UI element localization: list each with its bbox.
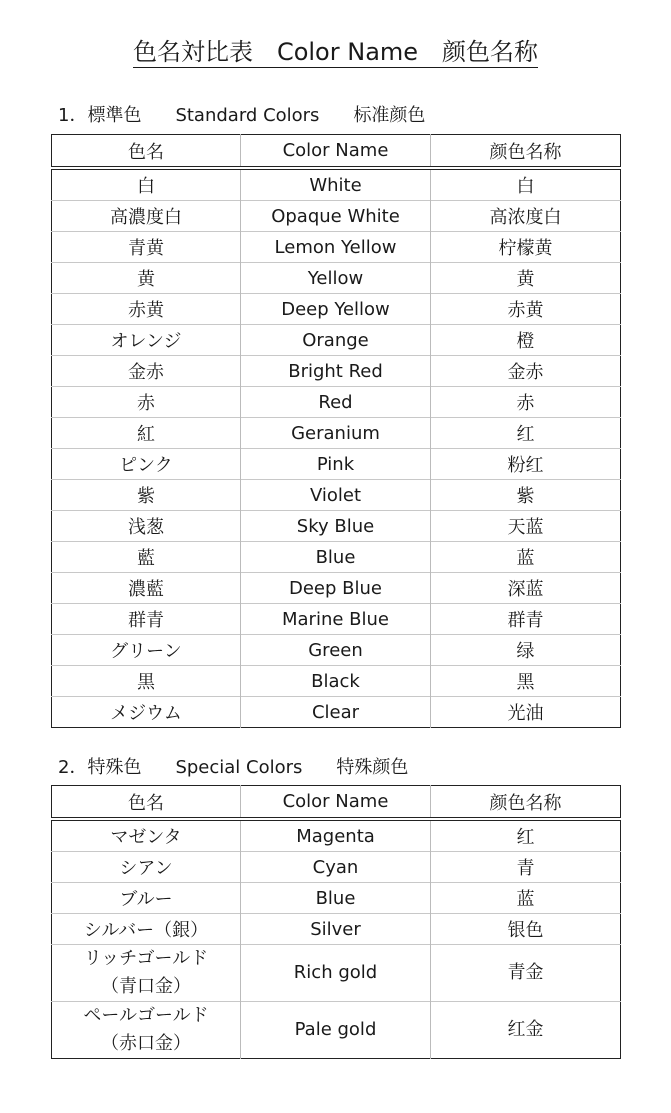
cell-en: Opaque White: [241, 201, 431, 232]
header-cn: 颜色名称: [431, 135, 621, 169]
table-header-row: [52, 135, 621, 169]
cell-en: Marine Blue: [241, 604, 431, 635]
cell-ja: 青黄: [52, 232, 241, 263]
table-row: [52, 201, 621, 232]
cell-ja: シアン: [52, 852, 241, 883]
cell-en: Cyan: [241, 852, 431, 883]
section-heading-special: [58, 756, 408, 780]
cell-cn: 赤: [431, 387, 621, 418]
cell-ja: 紫: [52, 480, 241, 511]
cell-en: Magenta: [241, 819, 431, 852]
table-row: [52, 449, 621, 480]
table-row: [52, 883, 621, 914]
table-row: [52, 387, 621, 418]
table-row: [52, 635, 621, 666]
cell-cn: 红: [431, 418, 621, 449]
cell-cn: 蓝: [431, 542, 621, 573]
table-row: [52, 914, 621, 945]
cell-ja: 赤: [52, 387, 241, 418]
cell-ja: 紅: [52, 418, 241, 449]
cell-ja: グリーン: [52, 635, 241, 666]
cell-en: White: [241, 168, 431, 201]
cell-ja: 黄: [52, 263, 241, 294]
section-number: 2．特殊色: [58, 757, 142, 778]
cell-en: Black: [241, 666, 431, 697]
cell-ja: メジウム: [52, 697, 241, 728]
header-en: Color Name: [241, 786, 431, 820]
header-ja: 色名: [52, 135, 241, 169]
table-row: [52, 511, 621, 542]
cell-ja: シルバー（銀）: [52, 914, 241, 945]
cell-en: Deep Blue: [241, 573, 431, 604]
cell-ja: オレンジ: [52, 325, 241, 356]
cell-en: Green: [241, 635, 431, 666]
cell-en: Geranium: [241, 418, 431, 449]
table-row: [52, 232, 621, 263]
cell-en: Violet: [241, 480, 431, 511]
table-row: [52, 852, 621, 883]
table-row: [52, 325, 621, 356]
cell-cn: 光油: [431, 697, 621, 728]
cell-ja-line1: リッチゴールド: [83, 948, 209, 969]
cell-ja: マゼンタ: [52, 819, 241, 852]
cell-ja: 白: [52, 168, 241, 201]
cell-en: Lemon Yellow: [241, 232, 431, 263]
cell-en: Red: [241, 387, 431, 418]
cell-cn: 青金: [431, 945, 621, 1002]
section-heading-standard: [58, 104, 425, 128]
table-row: [52, 1002, 621, 1059]
cell-en: Rich gold: [241, 945, 431, 1002]
table-row: [52, 542, 621, 573]
table-row: [52, 604, 621, 635]
standard-colors-table: [51, 134, 621, 728]
table-row: [52, 819, 621, 852]
cell-ja: ピンク: [52, 449, 241, 480]
cell-cn: 红: [431, 819, 621, 852]
cell-cn: 群青: [431, 604, 621, 635]
section-title-cn: 标准颜色: [353, 105, 426, 126]
cell-cn: 紫: [431, 480, 621, 511]
section-title-cn: 特殊颜色: [336, 757, 409, 778]
section-number: 1．標準色: [58, 105, 142, 126]
table-row: [52, 263, 621, 294]
cell-cn: 柠檬黄: [431, 232, 621, 263]
cell-cn: 蓝: [431, 883, 621, 914]
cell-en: Pale gold: [241, 1002, 431, 1059]
header-ja: 色名: [52, 786, 241, 820]
table-row: [52, 418, 621, 449]
page-title: 色名対比表 Color Name 颜色名称: [132, 38, 539, 66]
cell-cn: 银色: [431, 914, 621, 945]
cell-ja: 高濃度白: [52, 201, 241, 232]
cell-ja-line1: ペールゴールド: [83, 1005, 209, 1026]
cell-cn: 青: [431, 852, 621, 883]
cell-ja: 浅葱: [52, 511, 241, 542]
header-cn: 颜色名称: [431, 786, 621, 820]
cell-cn: 绿: [431, 635, 621, 666]
cell-ja: ブルー: [52, 883, 241, 914]
cell-ja-line2: （赤口金）: [101, 1033, 191, 1054]
table-row: [52, 573, 621, 604]
cell-ja: [52, 945, 241, 1002]
table-row: [52, 666, 621, 697]
cell-en: Bright Red: [241, 356, 431, 387]
cell-cn: 赤黄: [431, 294, 621, 325]
cell-cn: 粉红: [431, 449, 621, 480]
cell-en: Yellow: [241, 263, 431, 294]
cell-en: Silver: [241, 914, 431, 945]
cell-cn: 黄: [431, 263, 621, 294]
table-row: [52, 356, 621, 387]
cell-ja: 赤黄: [52, 294, 241, 325]
cell-ja: 藍: [52, 542, 241, 573]
cell-en: Deep Yellow: [241, 294, 431, 325]
table-row: [52, 945, 621, 1002]
cell-en: Sky Blue: [241, 511, 431, 542]
cell-cn: 橙: [431, 325, 621, 356]
cell-ja: 濃藍: [52, 573, 241, 604]
cell-ja: 金赤: [52, 356, 241, 387]
table-row: [52, 294, 621, 325]
cell-ja: 群青: [52, 604, 241, 635]
cell-en: Clear: [241, 697, 431, 728]
section-title-en: Special Colors: [175, 757, 303, 778]
cell-cn: 红金: [431, 1002, 621, 1059]
cell-en: Pink: [241, 449, 431, 480]
cell-ja: 黒: [52, 666, 241, 697]
cell-cn: 高浓度白: [431, 201, 621, 232]
cell-en: Orange: [241, 325, 431, 356]
header-en: Color Name: [241, 135, 431, 169]
cell-en: Blue: [241, 542, 431, 573]
special-colors-table: [51, 785, 621, 1059]
cell-cn: 黑: [431, 666, 621, 697]
cell-cn: 天蓝: [431, 511, 621, 542]
section-title-en: Standard Colors: [175, 105, 320, 126]
table-row: [52, 697, 621, 728]
table-row: [52, 480, 621, 511]
cell-ja-line2: （青口金）: [101, 976, 191, 997]
cell-cn: 金赤: [431, 356, 621, 387]
cell-cn: 深蓝: [431, 573, 621, 604]
table-header-row: [52, 786, 621, 820]
cell-en: Blue: [241, 883, 431, 914]
table-row: [52, 168, 621, 201]
cell-ja: [52, 1002, 241, 1059]
cell-cn: 白: [431, 168, 621, 201]
